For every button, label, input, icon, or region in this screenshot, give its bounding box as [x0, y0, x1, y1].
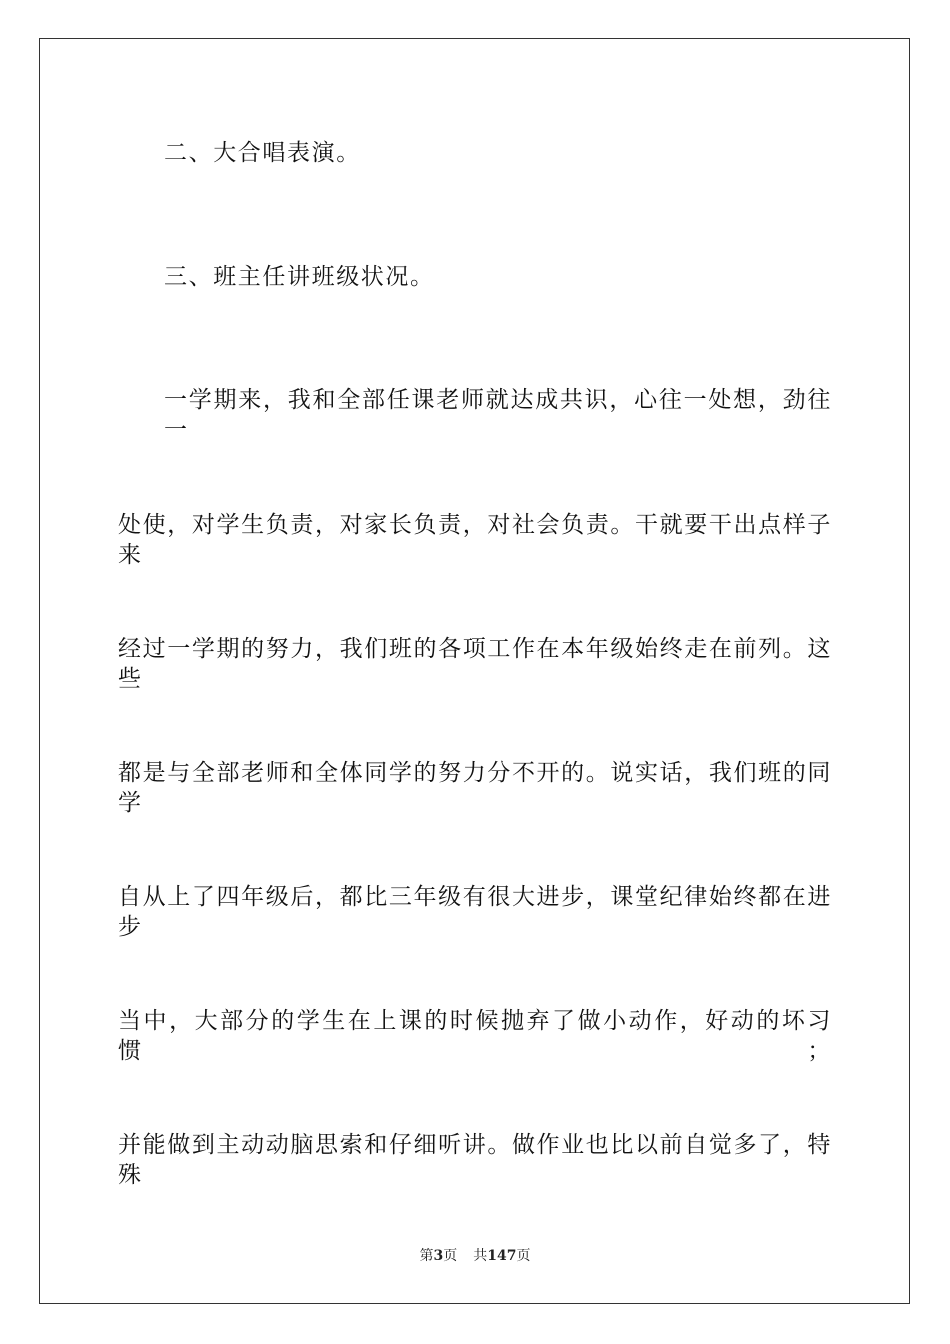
footer-page-suffix: 页	[443, 1248, 458, 1264]
footer-total-suffix: 页	[516, 1248, 531, 1264]
footer-page-prefix: 第	[419, 1248, 434, 1264]
paragraph-line: 一学期来，我和全部任课老师就达成共识，心往一处想，劲往一	[164, 387, 832, 443]
footer-total-pages: 147	[487, 1248, 517, 1264]
paragraph-line: 都是与全部老师和全体同学的努力分不开的。说实话，我们班的同学	[118, 760, 832, 816]
footer-page-number: 3	[433, 1248, 444, 1264]
paragraph-line: 处使，对学生负责，对家长负责，对社会负责。干就要干出点样子来	[118, 512, 832, 568]
page-footer	[0, 1247, 950, 1265]
section-heading-three: 三、班主任讲班级状况。	[164, 264, 435, 290]
paragraph-line: 经过一学期的努力，我们班的各项工作在本年级始终走在前列。这些	[118, 636, 832, 692]
paragraph-line: 并能做到主动动脑思索和仔细听讲。做作业也比以前自觉多了，特殊	[118, 1132, 832, 1188]
paragraph-line: 当中，大部分的学生在上课的时候抛弃了做小动作，好动的坏习惯；	[118, 1008, 832, 1064]
paragraph-line: 自从上了四年级后，都比三年级有很大进步，课堂纪律始终都在进步	[118, 884, 832, 940]
footer-total-prefix: 共	[473, 1248, 488, 1264]
section-heading-two: 二、大合唱表演。	[164, 140, 361, 166]
